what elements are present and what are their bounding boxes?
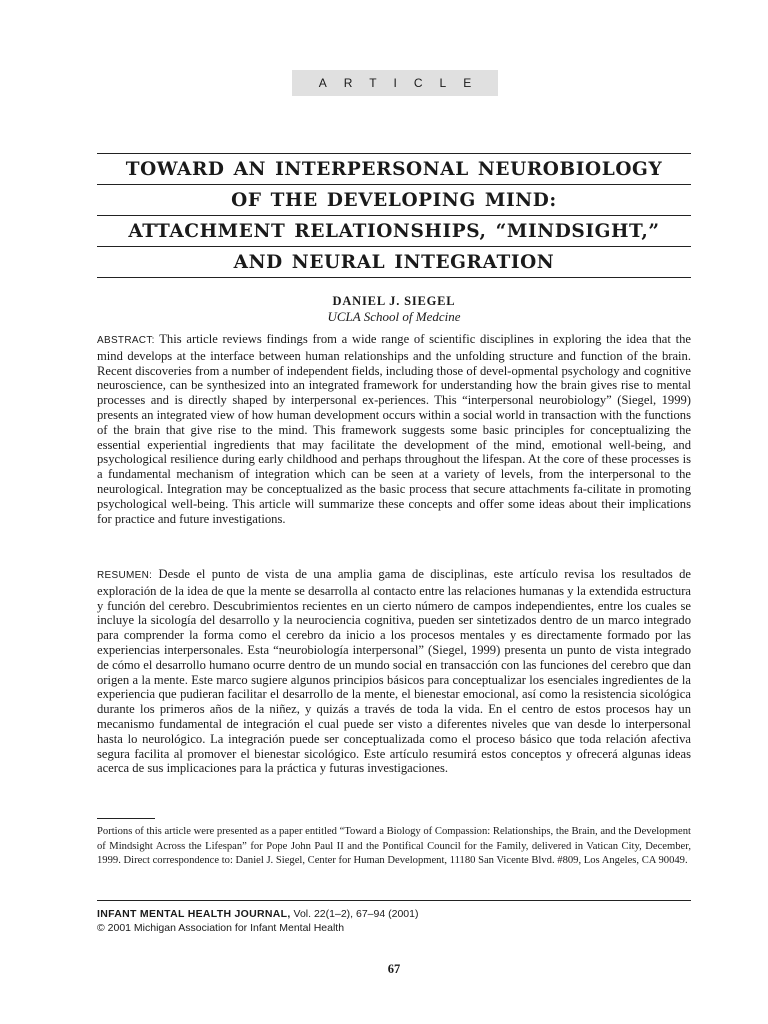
author-affiliation: UCLA School of Medcine	[327, 309, 461, 324]
article-type-banner: ARTICLE	[292, 70, 498, 96]
journal-copyright: © 2001 Michigan Association for Infant Mental Health	[97, 922, 345, 934]
title-line-4: AND NEURAL INTEGRATION	[97, 246, 691, 277]
abstract-paragraph	[97, 332, 691, 526]
article-title-block	[97, 153, 691, 278]
author-name: DANIEL J. SIEGEL	[332, 294, 456, 308]
title-line-3: ATTACHMENT RELATIONSHIPS, “MINDSIGHT,”	[97, 215, 691, 246]
footnote-rule	[97, 818, 155, 819]
page-number: 67	[387, 962, 401, 976]
abstract-text: This article reviews findings from a wide range of scientific disciplines in exploring the idea that the mind develops at the interface between human relationships and the unfolding structure and function of the brain. Recent discoveries from a number of independent fields, including those of devel-opmental psychology and cognitive neuroscience, can be synthesized into an integrated framework for understanding how the brain gives rise to mental processes and is directly shaped by interpersonal ex-periences. This “interpersonal neurobiology” (Siegel, 1999) presents an integrated view of how human development occurs within a social world in transaction with the functions of the brain that give rise to the mind. This framework suggests some basic principles for conceptualizing the essential experiential ingredients that may facilitate the development of the mind, emotional well-being, and psychological resilience during early childhood and perhaps throughout the lifespan. At the core of these processes is a fundamental mechanism of integration which can be seen at a variety of levels, from the interpersonal to the neurological. Integration may be conceptualized as the basic process that secure attachments fa-cilitate in promoting psychological well-being. This article will summarize these concepts and offer some ideas about their implications for practice and future investigations.	[97, 332, 691, 526]
abstract-label: ABSTRACT:	[97, 335, 155, 346]
resumen-text: Desde el punto de vista de una amplia gama de disciplinas, este artículo revisa los resultados de exploración de la idea de que la mente se desarrolla al contacto entre las relaciones humanas y la extendida estructura y función del cerebro. Descubrimientos recientes en un cierto número de campos independientes, entre los cuales se incluye la sicología del desarrollo y la neurociencia cognitiva, pueden ser sintetizados dentro de un marco integrado para comprender la forma como el cerebro da inicio a los procesos mentales y es directamente formado por las experiencias interpersonales. Esta “neurobiología interpersonal” (Siegel, 1999) presenta un punto de vista integrado de cómo el desarrollo humano ocurre dentro de un mundo social en transacción con las funciones del cerebro que dan origen a la mente. Este marco sugiere algunos principios básicos para conceptualizar los esenciales ingredientes de la experiencia que pudieran facilitar el desarrollo de la mente, el bienestar emocional, así como la resistencia sicológica durante los primeros años de la niñez, y quizás a través de toda la vida. En el centro de estos procesos hay un mecanismo fundamental de integración el cual puede ser visto a diferentes niveles que van desde lo interpersonal hasta lo neurológico. La integración puede ser conceptualizada como el proceso básico que toda relación afectiva segura facilita al promover el bienestar sicológico. Este artículo resumirá estos conceptos y ofrecerá algunas ideas acerca de sus implicaciones para la práctica y futuras investigaciones.	[97, 567, 691, 776]
journal-info	[97, 907, 691, 935]
journal-name: INFANT MENTAL HEALTH JOURNAL,	[97, 908, 291, 920]
journal-citation-line	[97, 907, 691, 921]
resumen-paragraph	[97, 567, 691, 776]
journal-rule	[97, 900, 691, 901]
resumen-label: RESUMEN:	[97, 570, 153, 581]
title-line-2: OF THE DEVELOPING MIND:	[97, 184, 691, 215]
title-line-1: TOWARD AN INTERPERSONAL NEUROBIOLOGY	[97, 153, 691, 184]
journal-citation: Vol. 22(1–2), 67–94 (2001)	[293, 908, 419, 920]
footnote-text: Portions of this article were presented as a paper entitled “Toward a Biology of Compassion: Relationships, the Brain, and the Development of Mindsight Across the Lifespan” for Pope John Paul II and the Pontifical Council for the Family, delivered in Vatican City, December, 1999. Direct correspondence to: Daniel J. Siegel, Center for Human Development, 11180 San Vicente Blvd. #809, Los Angeles, CA 90049.	[97, 826, 691, 867]
